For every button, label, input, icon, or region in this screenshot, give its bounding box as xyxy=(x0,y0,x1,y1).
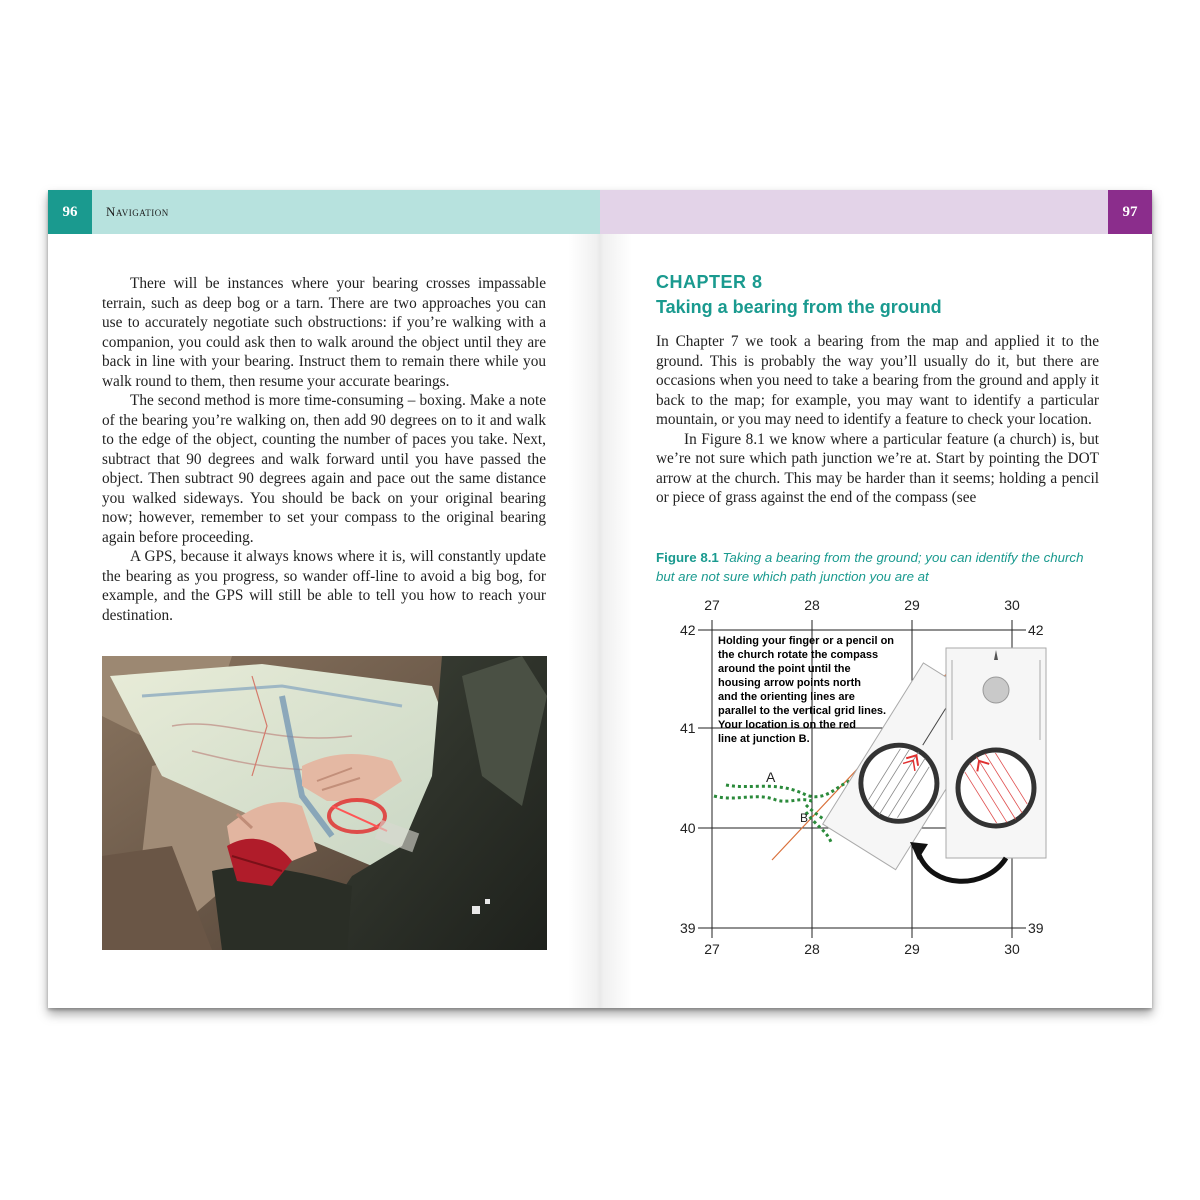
grid-label-y-left: 41 xyxy=(680,720,696,736)
compass-bearing-diagram xyxy=(656,590,1086,964)
footpath xyxy=(714,796,814,802)
figure-caption-label: Figure 8.1 xyxy=(656,550,719,565)
grid-label-y-right: 42 xyxy=(1028,622,1044,638)
grid-label-x-bottom: 30 xyxy=(1004,941,1020,957)
grid-label-y-left: 40 xyxy=(680,820,696,836)
right-body-text xyxy=(656,332,1099,508)
instruction-line: the church rotate the compass xyxy=(718,649,879,661)
right-paragraph: In Figure 8.1 we know where a particular feature (a church) is, but we’re not sure which path junction we’re at. Start by pointing the DOT arrow at the church. This may be harder than it seems; holding a pencil or piece of grass against the end of the compass (see xyxy=(656,430,1099,506)
instruction-line: around the point until the xyxy=(718,663,851,675)
figure-caption-text: Taking a bearing from the ground; you can identify the church but are not sure which path junction you are at xyxy=(656,550,1084,584)
running-head: Navigation xyxy=(106,204,169,219)
left-paragraph: The second method is more time-consuming – boxing. Make a note of the bearing you’re walking on, then add 90 degrees on to it and walk to the edge of the object, counting the number of paces you take. Next, subtract that 90 degrees and walk forward until you have passed the object. Then subtract 90 degrees again and pace out the same distance you walked sideways. You should be back on your original bearing now; however, remember to set your compass to the original bearing again before proceeding. xyxy=(102,392,546,546)
instruction-line: line at junction B. xyxy=(718,733,810,745)
rotation-arrow-head xyxy=(910,842,928,860)
grid-label-x-top: 30 xyxy=(1004,597,1020,613)
left-body-text xyxy=(102,274,546,625)
right-header-band xyxy=(600,190,1152,234)
junction-label-b: B xyxy=(800,811,809,825)
instruction-line: housing arrow points north xyxy=(718,677,861,689)
left-page xyxy=(48,190,600,1008)
junction-label-a: A xyxy=(766,769,776,785)
instruction-line: Holding your finger or a pencil on xyxy=(718,635,895,647)
photo-illustration xyxy=(102,656,547,950)
magnifier-lens xyxy=(983,677,1009,703)
chapter-title: Taking a bearing from the ground xyxy=(656,297,942,317)
left-paragraph: There will be instances where your bearing crosses impassable terrain, such as deep bog or a tarn. There are two approaches you can use to accurately negotiate such obstructions: if you’re walking with a companion, you could ask then to walk around the object until they are back in line with your bearing. Instruct them to remain there while you walk round to them, then resume your accurate bearings. xyxy=(102,275,546,390)
right-paragraph: In Chapter 7 we took a bearing from the map and applied it to the ground. This is probably the way you’ll usually do it, but there are occasions when you need to take a bearing from the ground and apply it back to the map; for example, you may want to identify a particular mountain, or you may need to identify a feature to check your location. xyxy=(656,333,1099,428)
grid-label-x-bottom: 27 xyxy=(704,941,720,957)
right-page-number: 97 xyxy=(1108,190,1152,234)
grid-label-y-left: 39 xyxy=(680,920,696,936)
grid-label-y-right: 39 xyxy=(1028,920,1044,936)
grid-label-x-bottom: 29 xyxy=(904,941,920,957)
right-page xyxy=(600,190,1152,1008)
grid-label-y-left: 42 xyxy=(680,622,696,638)
left-paragraph: A GPS, because it always knows where it is, will constantly update the bearing as you progress, so wander off-line to avoid a big bog, for example, and the GPS will still be able to tell you how to reach your destination. xyxy=(102,548,546,624)
grid-label-x-top: 27 xyxy=(704,597,720,613)
instruction-line: and the orienting lines are xyxy=(718,691,855,703)
grid-label-x-top: 28 xyxy=(804,597,820,613)
book-spread xyxy=(48,190,1152,1008)
left-page-number: 96 xyxy=(48,190,92,234)
compass-upright xyxy=(946,648,1046,858)
chapter-number: CHAPTER 8 xyxy=(656,272,763,292)
figure-caption xyxy=(656,548,1096,586)
instruction-line: Your location is on the red xyxy=(718,719,856,731)
grid-label-x-bottom: 28 xyxy=(804,941,820,957)
grid-label-x-top: 29 xyxy=(904,597,920,613)
instruction-line: parallel to the vertical grid lines. xyxy=(718,705,887,717)
map-reading-photo xyxy=(102,656,547,950)
